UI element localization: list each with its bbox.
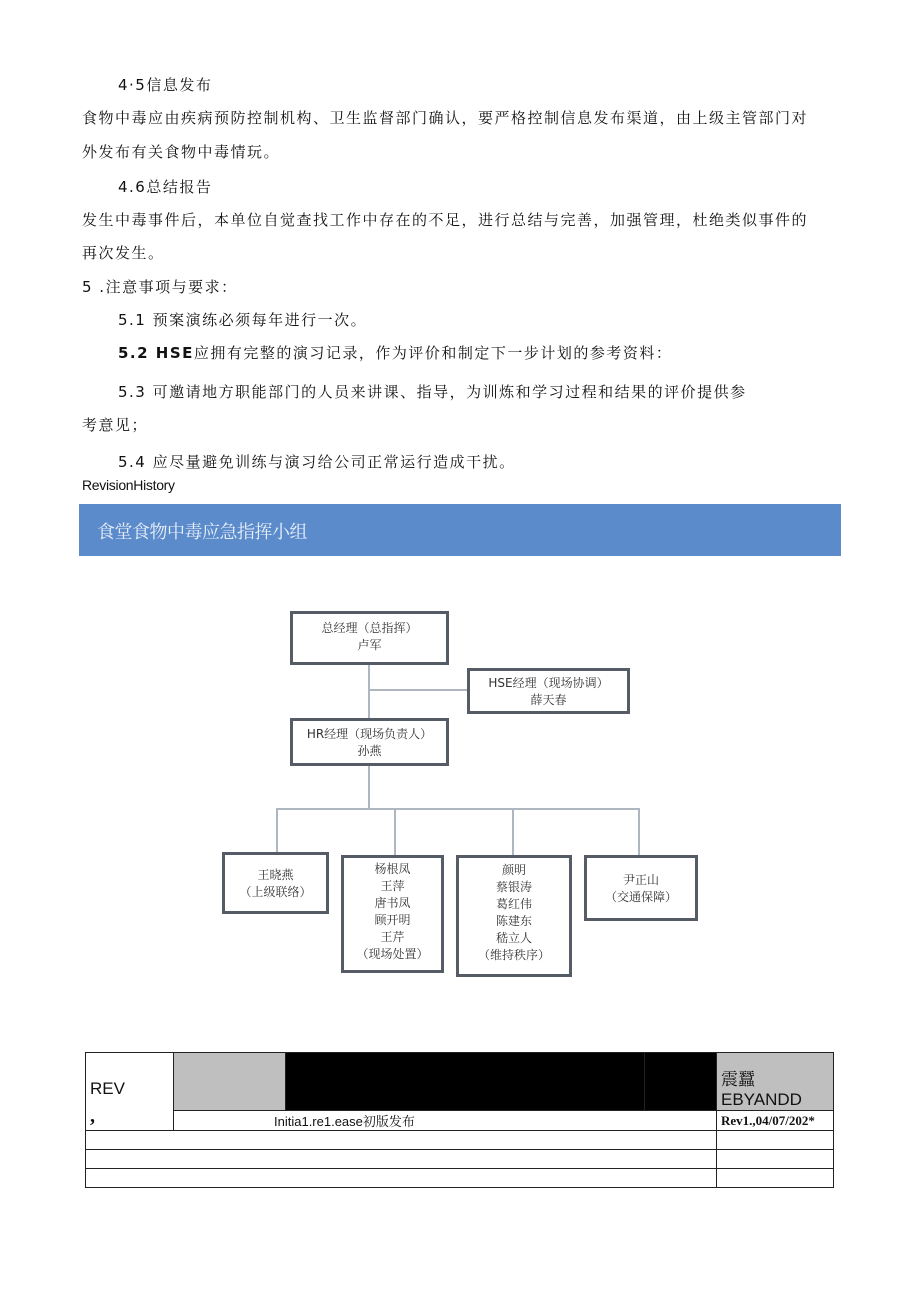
item-5-2-text: 应拥有完整的演习记录，作为评价和制定下一步计划的参考资料： — [193, 344, 673, 362]
org-team-liaison — [222, 852, 329, 914]
hse-title: HSE经理（现场协调） — [488, 676, 609, 690]
team-member: 王晓燕 — [257, 868, 294, 882]
item-5-4: 5.4 应尽量避免训练与演习给公司正常运行造成干扰。 — [118, 453, 516, 471]
item-5-3-cont: 考意见； — [82, 416, 149, 434]
team-member: 顾开明 — [374, 913, 411, 927]
team-member: 王萍 — [380, 879, 405, 893]
team-member: 杨根凤 — [374, 862, 411, 876]
connector-hr-teams — [368, 765, 370, 809]
org-team-onsite — [341, 855, 444, 973]
hse-name: 薛天春 — [530, 693, 567, 707]
team-role: （交通保障） — [604, 890, 677, 904]
banner-title: 食堂食物中毒应急指挥小组 — [97, 522, 307, 543]
table-row — [86, 1131, 834, 1150]
section-4-6-text-cont: 再次发生。 — [82, 244, 165, 262]
connector-hse — [368, 689, 468, 691]
team-member: 颜明 — [501, 863, 526, 877]
connector-team-2 — [394, 808, 396, 856]
section-4-6-heading: 4.6总结报告 — [118, 178, 213, 196]
item-5-2-number: 5.2 HSE — [118, 344, 194, 362]
team-member: 陈建东 — [495, 914, 532, 928]
section-4-5-text: 食物中毒应由疾病预防控制机构、卫生监督部门确认，要严格控制信息发布渠道，由上级主管部门对 — [82, 109, 809, 127]
table-header-row — [86, 1053, 834, 1111]
table-row — [86, 1111, 834, 1131]
section-4-6-text: 发生中毒事件后，本单位自觉查找工作中存在的不足，进行总结与完善，加强管理，杜绝类似事件的 — [82, 211, 809, 229]
revision-table — [85, 1052, 834, 1188]
org-node-hr-manager — [290, 718, 449, 766]
rev-comma: , — [86, 1111, 174, 1131]
org-team-traffic — [584, 855, 698, 921]
table-row — [86, 1150, 834, 1169]
revision-description: Initia1.re1.ease初版发布 — [174, 1111, 717, 1131]
section-4-5-heading: 4·5信息发布 — [118, 76, 213, 94]
revision-date: Rev1.,04/07/202* — [717, 1111, 834, 1131]
approved-by-header: 震蠶EBYANDD — [717, 1053, 834, 1111]
header-black-cell — [286, 1053, 645, 1111]
connector-team-bus — [276, 808, 640, 810]
item-5-2 — [118, 342, 672, 363]
org-team-order — [456, 855, 572, 977]
hr-title: HR经理（现场负责人） — [306, 727, 433, 741]
connector-team-3 — [512, 808, 514, 856]
team-member: 嵇立人 — [495, 931, 532, 945]
team-member: 蔡银涛 — [495, 880, 532, 894]
connector-team-4 — [638, 808, 640, 856]
item-5-1: 5.1 预案演练必须每年进行一次。 — [118, 311, 368, 329]
gm-title: 总经理（总指挥） — [321, 621, 418, 635]
section-5-heading: 5 .注意事项与要求： — [82, 278, 238, 296]
connector-gm-hr — [368, 664, 370, 719]
header-grey-cell — [174, 1053, 286, 1111]
rev-label: REV — [86, 1053, 174, 1111]
section-4-5-text-cont: 外发布有关食物中毒情玩。 — [82, 143, 281, 161]
connector-team-1 — [276, 808, 278, 853]
team-member: 葛红伟 — [495, 897, 532, 911]
item-5-3: 5.3 可邀请地方职能部门的人员来讲课、指导，为训炼和学习过程和结果的评价提供参 — [118, 383, 747, 401]
header-black-cell-2 — [645, 1053, 717, 1111]
team-role: （上级联络） — [239, 885, 312, 899]
org-node-general-manager — [290, 611, 449, 665]
team-role: （维持秩序） — [477, 948, 550, 962]
hr-name: 孙燕 — [357, 744, 382, 758]
org-chart-banner — [79, 504, 841, 556]
team-member: 王芹 — [380, 930, 405, 944]
revision-history-label: RevisionHistory — [82, 477, 175, 493]
gm-name: 卢军 — [357, 638, 382, 652]
team-member: 尹正山 — [622, 873, 659, 887]
org-node-hse-manager — [467, 668, 630, 714]
team-role: （现场处置） — [356, 947, 429, 961]
team-member: 唐书凤 — [374, 896, 411, 910]
table-row — [86, 1169, 834, 1188]
